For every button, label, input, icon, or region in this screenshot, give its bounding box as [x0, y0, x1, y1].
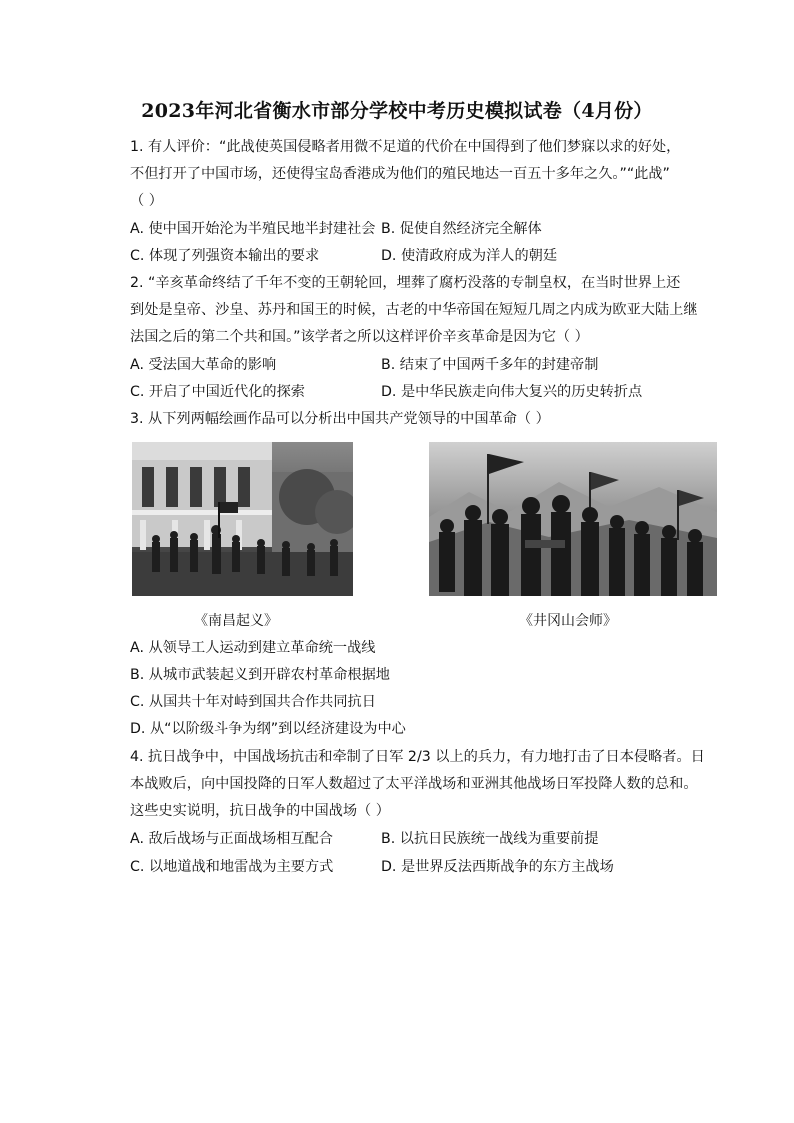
q4-option-c: C. 以地道战和地雷战为主要方式 [130, 859, 334, 875]
q2-option-b: B. 结束了中国两千多年的封建帝制 [381, 357, 599, 373]
q2-stem-line-1: 2. “辛亥革命终结了千年不变的王朝轮回，埋葬了腐朽没落的专制皇权，在当时世界上还 [130, 275, 681, 291]
jinggangshan-meeting-caption: 《井冈山会师》 [519, 613, 617, 629]
q4-stem-line-1: 4. 抗日战争中，中国战场抗击和牵制了日军 2/3 以上的兵力，有力地打击了日本侵略者。日 [130, 749, 705, 765]
q1-stem-line-1: 1. 有人评价：“此战使英国侵略者用微不足道的代价在中国得到了他们梦寐以求的好处， [130, 139, 681, 155]
q1-option-d: D. 使清政府成为洋人的朝廷 [381, 248, 558, 264]
q4-option-a: A. 敌后战场与正面战场相互配合 [130, 831, 333, 847]
q2-option-c: C. 开启了中国近代化的探索 [130, 384, 305, 400]
q4-stem-line-2: 本战败后，向中国投降的日军人数超过了太平洋战场和亚洲其他战场日军投降人数的总和。 [130, 776, 698, 792]
q4-option-b: B. 以抗日民族统一战线为重要前提 [381, 831, 599, 847]
q2-stem-line-3: 法国之后的第二个共和国。”该学者之所以这样评价辛亥革命是因为它（ ） [130, 329, 589, 345]
q1-option-a: A. 使中国开始沦为半殖民地半封建社会 [130, 221, 376, 237]
q4-stem-line-3: 这些史实说明，抗日战争的中国战场（ ） [130, 803, 390, 819]
q3-option-d: D. 从“以阶级斗争为纲”到以经济建设为中心 [130, 721, 406, 737]
q2-option-a: A. 受法国大革命的影响 [130, 357, 277, 373]
q1-stem-line-3: （ ） [130, 193, 163, 209]
q2-stem-line-2: 到处是皇帝、沙皇、苏丹和国王的时候，古老的中华帝国在短短几周之内成为欧亚大陆上继 [130, 302, 698, 318]
q3-option-b: B. 从城市武装起义到开辟农村革命根据地 [130, 667, 390, 683]
q4-option-d: D. 是世界反法西斯战争的东方主战场 [381, 859, 614, 875]
page-title: 2023年河北省衡水市部分学校中考历史模拟试卷（4月份） [141, 100, 653, 122]
nanchang-uprising-painting [132, 442, 353, 596]
q2-option-d: D. 是中华民族走向伟大复兴的历史转折点 [381, 384, 643, 400]
q3-option-c: C. 从国共十年对峙到国共合作共同抗日 [130, 694, 376, 710]
q1-option-c: C. 体现了列强资本输出的要求 [130, 248, 320, 264]
q1-stem-line-2: 不但打开了中国市场，还使得宝岛香港成为他们的殖民地达一百五十多年之久。”“此战” [130, 166, 670, 182]
nanchang-uprising-caption: 《南昌起义》 [194, 613, 278, 629]
q3-stem-line-1: 3. 从下列两幅绘画作品可以分析出中国共产党领导的中国革命（ ） [130, 411, 550, 427]
q1-option-b: B. 促使自然经济完全解体 [381, 221, 542, 237]
q3-option-a: A. 从领导工人运动到建立革命统一战线 [130, 640, 376, 656]
jinggangshan-meeting-painting [429, 442, 717, 596]
